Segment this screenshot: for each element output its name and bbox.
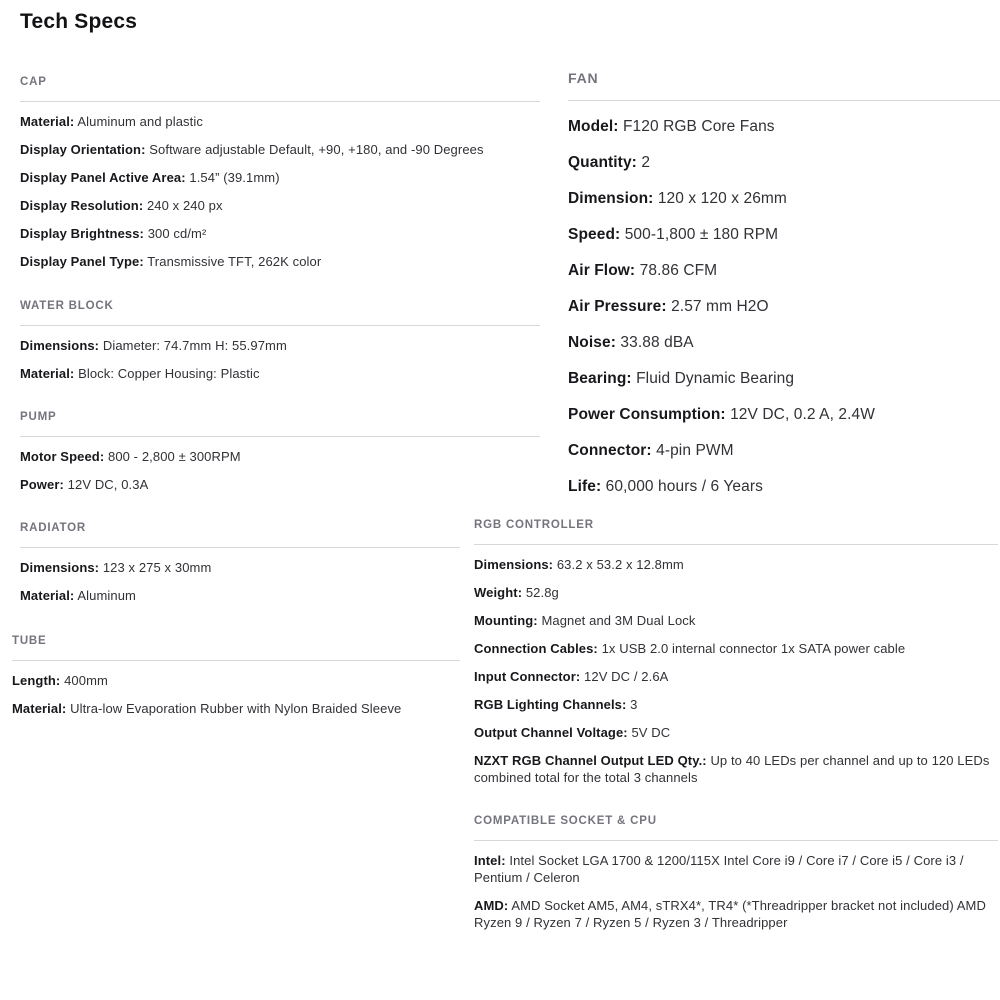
section-pump bbox=[20, 411, 540, 493]
spec-value: Magnet and 3M Dual Lock bbox=[541, 613, 696, 628]
spec-value: 1x USB 2.0 internal connector 1x SATA power cable bbox=[601, 641, 906, 656]
section-heading-water-block: WATER BLOCK bbox=[20, 300, 540, 326]
spec-value: Fluid Dynamic Bearing bbox=[636, 370, 795, 387]
spec-value: Aluminum bbox=[77, 588, 136, 603]
section-heading-compatible-socket-cpu: COMPATIBLE SOCKET & CPU bbox=[474, 815, 998, 841]
spec-label: NZXT RGB Channel Output LED Qty.: bbox=[474, 753, 707, 768]
spec-value: 33.88 dBA bbox=[620, 334, 694, 351]
spec-label: Display Resolution: bbox=[20, 198, 144, 213]
spec-value: 3 bbox=[630, 697, 638, 712]
spec-value: 63.2 x 53.2 x 12.8mm bbox=[556, 557, 684, 572]
spec-label: Motor Speed: bbox=[20, 449, 105, 464]
spec-label: Quantity: bbox=[568, 154, 637, 171]
spec-row bbox=[474, 612, 998, 629]
spec-row bbox=[20, 141, 540, 158]
section-heading-pump: PUMP bbox=[20, 411, 540, 437]
spec-value: 500-1,800 ± 180 RPM bbox=[624, 226, 779, 243]
spec-label: AMD: bbox=[474, 898, 509, 913]
spec-label: Air Pressure: bbox=[568, 298, 667, 315]
spec-row bbox=[20, 337, 540, 354]
spec-row bbox=[20, 197, 540, 214]
spec-row bbox=[568, 153, 1000, 173]
section-water-block bbox=[20, 300, 540, 382]
spec-value: Up to 40 LEDs per channel and up to 120 LEDs combined total for the total 3 channels bbox=[474, 753, 990, 785]
spec-label: Bearing: bbox=[568, 370, 632, 387]
section-heading-radiator: RADIATOR bbox=[20, 522, 460, 548]
spec-row bbox=[474, 640, 998, 657]
spec-row bbox=[474, 852, 998, 886]
section-compatible-socket-cpu bbox=[474, 815, 998, 931]
spec-value: 123 x 275 x 30mm bbox=[102, 560, 212, 575]
spec-label: Connection Cables: bbox=[474, 641, 598, 656]
spec-value: 800 - 2,800 ± 300RPM bbox=[107, 449, 241, 464]
spec-value: 120 x 120 x 26mm bbox=[657, 190, 787, 207]
spec-row bbox=[568, 225, 1000, 245]
spec-value: Intel Socket LGA 1700 & 1200/115X Intel Core i9 / Core i7 / Core i5 / Core i3 / Pentium / Celeron bbox=[474, 853, 964, 885]
spec-label: Connector: bbox=[568, 442, 652, 459]
spec-row bbox=[20, 559, 460, 576]
spec-value: 400mm bbox=[64, 673, 108, 688]
spec-row bbox=[20, 253, 540, 270]
spec-label: Air Flow: bbox=[568, 262, 636, 279]
spec-row bbox=[568, 405, 1000, 425]
spec-value: Aluminum and plastic bbox=[77, 114, 203, 129]
spec-label: Display Panel Active Area: bbox=[20, 170, 186, 185]
spec-value: AMD Socket AM5, AM4, sTRX4*, TR4* (*Threadripper bracket not included) AMD Ryzen 9 / Ryzen 7 / Ryzen 5 / Ryzen 3 / Threadripper bbox=[474, 898, 986, 930]
section-heading-tube: TUBE bbox=[12, 635, 460, 661]
spec-value: 300 cd/m² bbox=[147, 226, 207, 241]
spec-label: Life: bbox=[568, 478, 602, 495]
spec-row bbox=[568, 333, 1000, 353]
spec-row bbox=[12, 700, 460, 717]
spec-label: Power: bbox=[20, 477, 64, 492]
spec-label: Weight: bbox=[474, 585, 523, 600]
spec-row bbox=[568, 261, 1000, 281]
spec-row bbox=[474, 724, 998, 741]
spec-value: Software adjustable Default, +90, +180, and -90 Degrees bbox=[149, 142, 484, 157]
spec-row bbox=[568, 297, 1000, 317]
spec-row bbox=[568, 117, 1000, 137]
spec-row bbox=[474, 897, 998, 931]
spec-row bbox=[568, 477, 1000, 497]
spec-label: Material: bbox=[20, 366, 75, 381]
spec-label: Power Consumption: bbox=[568, 406, 726, 423]
spec-row bbox=[568, 369, 1000, 389]
spec-row bbox=[20, 365, 540, 382]
spec-label: Material: bbox=[20, 114, 75, 129]
spec-label: Input Connector: bbox=[474, 669, 581, 684]
spec-value: Block: Copper Housing: Plastic bbox=[78, 366, 260, 381]
spec-value: Ultra-low Evaporation Rubber with Nylon Braided Sleeve bbox=[70, 701, 402, 716]
section-heading-fan: FAN bbox=[568, 70, 1000, 101]
section-rgb-controller bbox=[474, 519, 998, 786]
spec-label: Noise: bbox=[568, 334, 616, 351]
spec-label: Mounting: bbox=[474, 613, 538, 628]
spec-value: 12V DC, 0.2 A, 2.4W bbox=[730, 406, 875, 423]
spec-row bbox=[20, 448, 540, 465]
spec-value: Transmissive TFT, 262K color bbox=[147, 254, 322, 269]
spec-value: 12V DC / 2.6A bbox=[584, 669, 669, 684]
spec-value: 2 bbox=[641, 154, 651, 171]
section-fan bbox=[568, 70, 1000, 497]
spec-row bbox=[20, 169, 540, 186]
spec-row bbox=[474, 696, 998, 713]
section-heading-rgb-controller: RGB CONTROLLER bbox=[474, 519, 998, 545]
spec-value: 52.8g bbox=[525, 585, 559, 600]
spec-label: Material: bbox=[12, 701, 67, 716]
spec-row bbox=[20, 113, 540, 130]
spec-label: Dimensions: bbox=[20, 338, 100, 353]
spec-value: 78.86 CFM bbox=[639, 262, 718, 279]
spec-label: Dimension: bbox=[568, 190, 654, 207]
spec-value: 240 x 240 px bbox=[146, 198, 223, 213]
spec-label: Dimensions: bbox=[20, 560, 100, 575]
spec-value: 2.57 mm H2O bbox=[671, 298, 769, 315]
spec-value: 5V DC bbox=[631, 725, 671, 740]
section-radiator bbox=[20, 522, 460, 604]
spec-label: Dimensions: bbox=[474, 557, 554, 572]
spec-value: 60,000 hours / 6 Years bbox=[605, 478, 763, 495]
spec-row bbox=[568, 441, 1000, 461]
spec-label: Intel: bbox=[474, 853, 506, 868]
spec-value: 12V DC, 0.3A bbox=[67, 477, 149, 492]
spec-label: Display Brightness: bbox=[20, 226, 144, 241]
spec-row bbox=[474, 668, 998, 685]
spec-row bbox=[568, 189, 1000, 209]
spec-label: Display Panel Type: bbox=[20, 254, 144, 269]
spec-label: Output Channel Voltage: bbox=[474, 725, 628, 740]
spec-row bbox=[474, 556, 998, 573]
spec-value: F120 RGB Core Fans bbox=[622, 118, 775, 135]
spec-label: Material: bbox=[20, 588, 75, 603]
spec-row bbox=[20, 476, 540, 493]
spec-value: 4-pin PWM bbox=[656, 442, 734, 459]
spec-row bbox=[474, 752, 998, 786]
spec-label: Model: bbox=[568, 118, 619, 135]
spec-label: RGB Lighting Channels: bbox=[474, 697, 627, 712]
section-cap bbox=[20, 76, 540, 270]
spec-label: Length: bbox=[12, 673, 61, 688]
section-tube bbox=[12, 635, 460, 717]
spec-row bbox=[20, 225, 540, 242]
spec-value: 1.54” (39.1mm) bbox=[189, 170, 280, 185]
spec-row bbox=[12, 672, 460, 689]
spec-label: Display Orientation: bbox=[20, 142, 146, 157]
spec-row bbox=[474, 584, 998, 601]
spec-label: Speed: bbox=[568, 226, 621, 243]
section-heading-cap: CAP bbox=[20, 76, 540, 102]
page-title: Tech Specs bbox=[20, 10, 138, 33]
spec-value: Diameter: 74.7mm H: 55.97mm bbox=[102, 338, 287, 353]
spec-row bbox=[20, 587, 460, 604]
